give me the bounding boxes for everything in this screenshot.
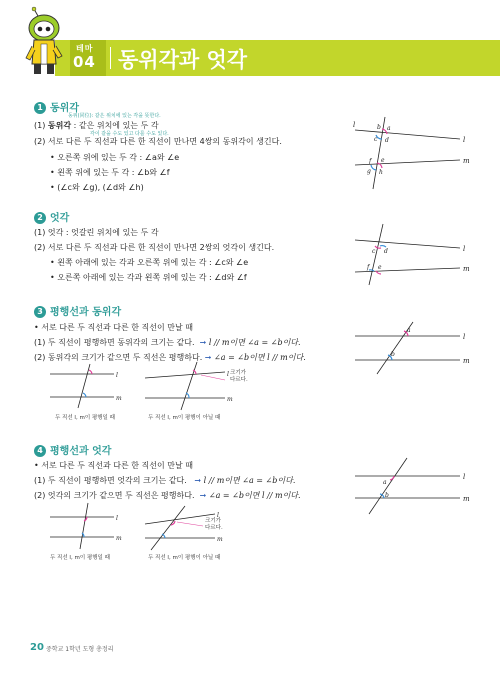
section-1-note-top: 동위(同位): 같은 위치에 있는 각을 뜻한다.: [68, 113, 161, 119]
parallel-lines-figure: [50, 364, 125, 412]
number-2-icon: 2: [34, 212, 46, 224]
section-4-caption-nonparallel: 두 직선 l, m이 평행이 아닐 때: [148, 555, 221, 561]
label-m: m: [463, 357, 470, 365]
section-2-bullet-1: • 왼쪽 아래에 있는 각과 오른쪽 위에 있는 각 : ∠c와 ∠e: [50, 258, 249, 267]
section-1-item-1: (1) 동위각 : 같은 위치에 있는 두 각: [34, 121, 159, 130]
label-a: a: [383, 479, 387, 486]
footer-book-title: 중학교 1학년 도형 총정리: [46, 646, 114, 653]
section-4-item-1: (1) 두 직선이 평행하면 엇각의 크기는 같다. ➞ l // m이면 ∠a = ∠b이다.: [34, 476, 296, 485]
label-m: m: [463, 495, 470, 503]
label-m: m: [116, 395, 122, 402]
label-g: g: [367, 168, 371, 175]
section-3-note-different: 크기가 다르다.: [230, 370, 248, 383]
label-a: a: [407, 327, 411, 334]
label-l-right: l: [463, 136, 466, 144]
label-m: m: [217, 536, 223, 543]
label-l: l: [463, 473, 466, 481]
number-4-icon: 4: [34, 445, 46, 457]
section-1-bullet-1: • 오른쪽 위에 있는 두 각 : ∠a와 ∠e: [50, 153, 180, 162]
label-l: l: [353, 121, 356, 129]
label-l: l: [227, 371, 229, 378]
number-3-icon: 3: [34, 306, 46, 318]
label-l: l: [116, 515, 118, 522]
section-3-item-1: (1) 두 직선이 평행하면 동위각의 크기는 같다. ➞ l // m이면 ∠a = ∠b이다.: [34, 338, 301, 347]
section-1-item-2: (2) 서로 다른 두 직선과 다른 한 직선이 만나면 4쌍의 동위각이 생긴다.: [34, 137, 282, 146]
label-a: a: [387, 125, 391, 132]
section-3-item-2: (2) 동위각의 크기가 같으면 두 직선은 평행하다. ➞ ∠a = ∠b이면 l // m이다.: [34, 353, 306, 362]
alternate-angles-diagram: [355, 222, 475, 287]
arrow-icon: ➞: [204, 353, 212, 362]
section-4-item-2: (2) 엇각의 크기가 같으면 두 직선은 평행하다. ➞ ∠a = ∠b이면 l // m이다.: [34, 491, 301, 500]
label-d: d: [384, 248, 388, 255]
parallel-lines-figure-2: [50, 503, 125, 551]
label-m: m: [227, 396, 233, 403]
page-title: 동위각과 엇각: [118, 48, 248, 72]
section-2-item-1: (1) 엇각 : 엇갈린 위치에 있는 두 각: [34, 228, 159, 237]
label-b: b: [377, 124, 381, 131]
section-4-intro: • 서로 다른 두 직선과 다른 한 직선이 만날 때: [34, 461, 193, 470]
label-l: l: [116, 372, 118, 379]
section-2-bullet-2: • 오른쪽 아래에 있는 각과 왼쪽 위에 있는 각 : ∠d와 ∠f: [50, 273, 247, 282]
label-e: e: [378, 264, 382, 271]
section-2-item-2: (2) 서로 다른 두 직선과 다른 한 직선이 만나면 2쌍의 엇각이 생긴다.: [34, 243, 275, 252]
parallel-corresponding-diagram: [355, 322, 475, 374]
section-2-title: 2 엇각: [34, 209, 69, 224]
label-d: d: [385, 137, 389, 144]
label-h: h: [379, 169, 383, 176]
section-1-bullet-2: • 왼쪽 위에 있는 두 각 : ∠b와 ∠f: [50, 168, 170, 177]
label-l: l: [463, 333, 466, 341]
label-c: c: [374, 136, 378, 143]
label-m: m: [116, 535, 122, 542]
section-3-title: 3 평행선과 동위각: [34, 303, 121, 318]
header-divider: [110, 47, 111, 69]
parallel-alternate-diagram: [355, 458, 475, 514]
section-3-caption-parallel: 두 직선 l, m이 평행일 때: [55, 415, 115, 421]
section-4-caption-parallel: 두 직선 l, m이 평행일 때: [50, 555, 110, 561]
arrow-icon: ➞: [199, 491, 207, 500]
label-b: b: [385, 492, 389, 499]
section-3-caption-nonparallel: 두 직선 l, m이 평행이 아닐 때: [148, 415, 221, 421]
theme-number: 04: [73, 53, 96, 71]
mascot-character-icon: [22, 6, 68, 78]
section-4-title: 4 평행선과 엇각: [34, 442, 111, 457]
page-number: 20: [30, 642, 44, 653]
section-3-intro: • 서로 다른 두 직선과 다른 한 직선이 만날 때: [34, 323, 193, 332]
label-f: f: [369, 158, 372, 165]
section-1-note-bottom: 각이 같을 수도 있고 다를 수도 있다.: [90, 131, 169, 137]
corresponding-angles-diagram: [355, 115, 475, 190]
section-1-bullet-3: • (∠c와 ∠g), (∠d와 ∠h): [50, 183, 144, 192]
label-e: e: [381, 157, 385, 164]
label-m-right: m: [463, 157, 470, 165]
label-m: m: [463, 265, 470, 273]
section-1-title: 1 동위각: [34, 99, 79, 114]
nonparallel-lines-figure-2: [145, 500, 255, 552]
label-l: l: [463, 245, 466, 253]
label-b: b: [391, 351, 395, 358]
number-1-icon: 1: [34, 102, 46, 114]
arrow-icon: ➞: [199, 338, 207, 347]
label-f: f: [367, 264, 370, 271]
theme-label: 테마: [76, 44, 94, 53]
section-4-note-different: 크기가 다르다.: [205, 518, 223, 531]
label-c: c: [372, 248, 376, 255]
arrow-icon: ➞: [194, 476, 202, 485]
label-l: l: [217, 512, 219, 519]
